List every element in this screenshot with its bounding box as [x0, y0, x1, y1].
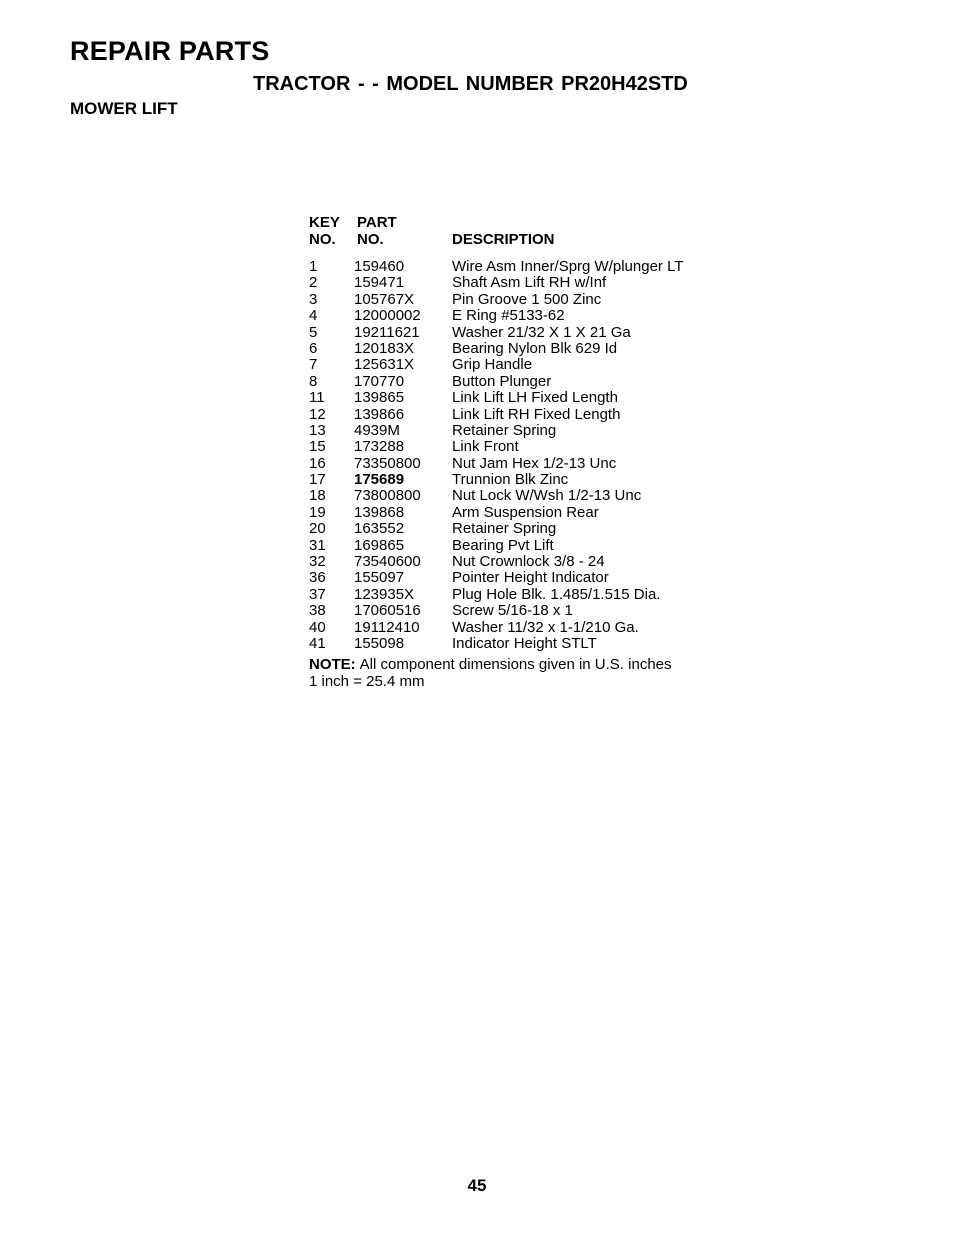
- note-conversion: 1 inch = 25.4 mm: [309, 672, 425, 690]
- part-description: Nut Jam Hex 1/2-13 Unc: [452, 454, 617, 472]
- part-no: 139868: [354, 503, 405, 521]
- table-row: [309, 423, 709, 439]
- part-no: 73540600: [354, 553, 421, 571]
- part-description: Link Lift RH Fixed Length: [452, 405, 621, 423]
- table-row: [309, 505, 709, 521]
- part-no: 155098: [354, 634, 405, 652]
- part-no: 155097: [354, 569, 405, 587]
- part-description: Washer 11/32 x 1-1/210 Ga.: [452, 618, 639, 636]
- part-description: Washer 21/32 X 1 X 21 Ga: [452, 323, 631, 341]
- part-description: Trunnion Blk Zinc: [452, 471, 569, 489]
- part-no: 173288: [354, 438, 405, 456]
- key-no: 32: [309, 553, 326, 571]
- page-title: REPAIR PARTS: [70, 36, 270, 66]
- key-header-line2: NO.: [309, 231, 336, 248]
- model-subtitle: TRACTOR - - MODEL NUMBER PR20H42STD: [253, 73, 688, 95]
- section-heading: MOWER LIFT: [70, 99, 178, 118]
- table-row: [309, 620, 709, 636]
- table-row: [309, 308, 709, 324]
- table-row: [309, 341, 709, 357]
- key-no: 15: [309, 438, 326, 456]
- part-description: Nut Crownlock 3/8 - 24: [452, 553, 605, 571]
- table-row: [309, 472, 709, 488]
- table-row: [309, 570, 709, 586]
- table-row: [309, 390, 709, 406]
- part-no: 73350800: [354, 454, 421, 472]
- part-no: 169865: [354, 536, 405, 554]
- part-header-line1: PART: [357, 214, 397, 231]
- part-description: Button Plunger: [452, 372, 552, 390]
- part-description: Indicator Height STLT: [452, 634, 597, 652]
- part-no: 175689: [354, 471, 405, 489]
- table-row: [309, 538, 709, 554]
- part-no: 12000002: [354, 307, 421, 325]
- part-description: Screw 5/16-18 x 1: [452, 602, 573, 620]
- part-description: Bearing Pvt Lift: [452, 536, 554, 554]
- table-row: [309, 456, 709, 472]
- key-no: 13: [309, 421, 326, 439]
- table-row: [309, 636, 709, 652]
- key-no: 36: [309, 569, 326, 587]
- part-no: 19112410: [354, 618, 420, 636]
- table-row: [309, 521, 709, 537]
- key-no: 1: [309, 258, 318, 275]
- table-row: [309, 259, 709, 275]
- key-no: 4: [309, 307, 318, 325]
- note-text: All component dimensions given in U.S. inches: [359, 656, 672, 674]
- part-description: E Ring #5133-62: [452, 307, 565, 325]
- key-no: 38: [309, 602, 326, 620]
- table-row: [309, 554, 709, 570]
- key-no: 7: [309, 356, 318, 374]
- part-no: 123935X: [354, 585, 415, 603]
- description-header: DESCRIPTION: [452, 231, 555, 248]
- key-no: 37: [309, 585, 326, 603]
- part-no: 17060516: [354, 602, 421, 620]
- part-description: Retainer Spring: [452, 520, 557, 538]
- table-row: [309, 325, 709, 341]
- part-description: Shaft Asm Lift RH w/Inf: [452, 274, 607, 292]
- key-no: 8: [309, 372, 318, 390]
- table-row: [309, 357, 709, 373]
- part-no: 125631X: [354, 356, 415, 374]
- key-no: 17: [309, 471, 326, 489]
- key-no: 19: [309, 503, 326, 521]
- note: [309, 657, 709, 690]
- part-description: Retainer Spring: [452, 421, 557, 439]
- part-no: 139866: [354, 405, 405, 423]
- key-no: 2: [309, 274, 318, 292]
- part-no: 170770: [354, 372, 405, 390]
- key-no: 16: [309, 454, 326, 472]
- part-no: 159460: [354, 258, 405, 275]
- parts-list-header: [309, 214, 709, 250]
- part-description: Pointer Height Indicator: [452, 569, 609, 587]
- part-no: 105767X: [354, 290, 415, 308]
- note-label: NOTE:: [309, 656, 356, 674]
- table-row: [309, 488, 709, 504]
- part-no: 19211621: [354, 323, 420, 341]
- part-no: 159471: [354, 274, 405, 292]
- key-no: 18: [309, 487, 326, 505]
- part-description: Link Lift LH Fixed Length: [452, 389, 618, 407]
- key-no: 3: [309, 290, 318, 308]
- key-no: 6: [309, 339, 318, 357]
- table-row: [309, 407, 709, 423]
- part-description: Pin Groove 1 500 Zinc: [452, 290, 602, 308]
- part-no: 120183X: [354, 339, 415, 357]
- note-line: [309, 657, 709, 674]
- table-row: [309, 292, 709, 308]
- key-no: 20: [309, 520, 326, 538]
- key-header-line1: KEY: [309, 214, 340, 231]
- part-description: Nut Lock W/Wsh 1/2-13 Unc: [452, 487, 642, 505]
- parts-list: [309, 214, 709, 690]
- table-row: [309, 275, 709, 291]
- part-no: 163552: [354, 520, 405, 538]
- key-no: 40: [309, 618, 326, 636]
- part-description: Bearing Nylon Blk 629 Id: [452, 339, 618, 357]
- table-row: [309, 374, 709, 390]
- part-header-line2: NO.: [357, 231, 384, 248]
- part-description: Link Front: [452, 438, 519, 456]
- key-no: 31: [309, 536, 326, 554]
- table-row: [309, 603, 709, 619]
- page-number: 45: [467, 1176, 487, 1195]
- part-description: Arm Suspension Rear: [452, 503, 599, 521]
- part-description: Plug Hole Blk. 1.485/1.515 Dia.: [452, 585, 661, 603]
- parts-rows: [309, 259, 709, 652]
- table-row: [309, 587, 709, 603]
- table-row: [309, 439, 709, 455]
- part-no: 139865: [354, 389, 405, 407]
- part-no: 73800800: [354, 487, 421, 505]
- part-no: 4939M: [354, 421, 400, 439]
- part-description: Wire Asm Inner/Sprg W/plunger LT: [452, 258, 684, 275]
- part-description: Grip Handle: [452, 356, 533, 374]
- key-no: 12: [309, 405, 326, 423]
- key-no: 5: [309, 323, 318, 341]
- key-no: 11: [309, 389, 325, 407]
- key-no: 41: [309, 634, 326, 652]
